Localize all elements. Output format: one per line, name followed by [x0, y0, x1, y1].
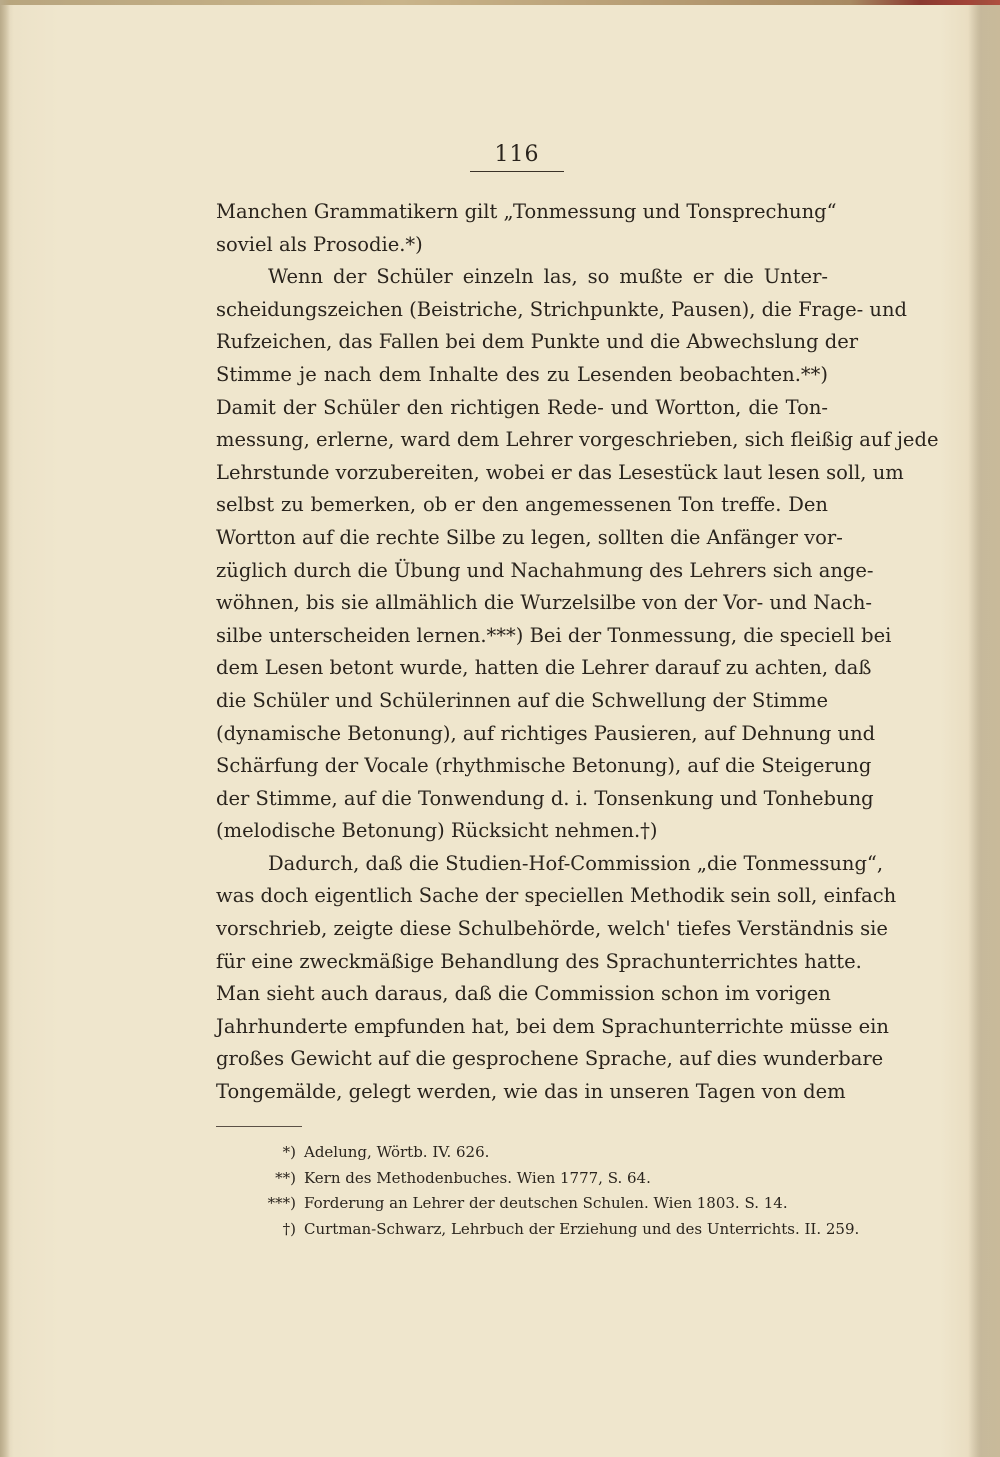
footnote-text: Curtman-Schwarz, Lehrbuch der Erziehung und des Unterrichts. II. 259.: [304, 1219, 860, 1238]
text-line: Rufzeichen, das Fallen bei dem Punkte und die Abwechslung der: [216, 330, 859, 354]
footnote-mark: ***): [267, 1194, 296, 1212]
footnote: [216, 1166, 836, 1192]
text-line: für eine zweckmäßige Behandlung des Sprachunterrichtes hatte.: [216, 949, 862, 973]
footnote-text: Adelung, Wörtb. IV. 626.: [304, 1143, 490, 1161]
text-line: vorschrieb, zeigte diese Schulbehörde, welch' tiefes Verständnis sie: [216, 917, 888, 941]
footnote-mark: †): [282, 1219, 296, 1238]
text-line: was doch eigentlich Sache der speciellen Methodik sein soll, einfach: [216, 884, 897, 908]
text-line: selbst zu bemerken, ob er den angemessenen Ton treffe. Den: [216, 493, 828, 517]
footnote-text: Kern des Methodenbuches. Wien 1777, S. 64.: [304, 1168, 651, 1187]
footnote-separator: [216, 1126, 302, 1127]
text-line: Tongemälde, gelegt werden, wie das in unseren Tagen von dem: [216, 1080, 846, 1104]
text-line: Damit der Schüler den richtigen Rede- und Wortton, die Ton-: [216, 395, 828, 419]
text-line: Wortton auf die rechte Silbe zu legen, sollten die Anfänger vor-: [216, 525, 843, 549]
text-line: züglich durch die Übung und Nachahmung des Lehrers sich ange-: [216, 558, 874, 582]
footnote: [216, 1140, 836, 1166]
page-number-rule: [470, 171, 564, 172]
text-line: wöhnen, bis sie allmählich die Wurzelsilbe von der Vor- und Nach-: [216, 591, 872, 615]
body-text: [216, 196, 939, 1109]
page-fold-shadow: [968, 0, 1000, 1457]
footnote: [216, 1191, 836, 1217]
footnote: [216, 1217, 860, 1243]
text-line: der Stimme, auf die Tonwendung d. i. Tonsenkung und Tonhebung: [216, 786, 874, 810]
page-top-edge: [0, 0, 1000, 5]
text-line: Dadurch, daß die Studien-Hof-Commission „die Tonmessung“,: [268, 851, 884, 875]
text-line: (melodische Betonung) Rücksicht nehmen.†): [216, 819, 658, 843]
text-line: Lehrstunde vorzubereiten, wobei er das Lesestück laut lesen soll, um: [216, 460, 904, 484]
footnotes: [216, 1140, 860, 1242]
page-number: 116: [494, 142, 540, 167]
text-line: Man sieht auch daraus, daß die Commission schon im vorigen: [216, 982, 831, 1006]
text-line: dem Lesen betont wurde, hatten die Lehrer darauf zu achten, daß: [216, 656, 872, 680]
footnote-mark: *): [282, 1143, 296, 1161]
text-line: großes Gewicht auf die gesprochene Sprache, auf dies wunderbare: [216, 1047, 884, 1071]
text-line: scheidungszeichen (Beistriche, Strichpunkte, Pausen), die Frage- und: [216, 297, 908, 321]
text-line: soviel als Prosodie.*): [216, 232, 423, 256]
footnote-text: Forderung an Lehrer der deutschen Schulen. Wien 1803. S. 14.: [304, 1194, 788, 1212]
text-line: silbe unterscheiden lernen.***) Bei der Tonmessung, die speciell bei: [216, 623, 892, 647]
text-line: Manchen Grammatikern gilt „Tonmessung und Tonsprechung“: [216, 200, 837, 223]
text-line: Stimme je nach dem Inhalte des zu Lesenden beobachten.**): [216, 362, 828, 386]
text-line: die Schüler und Schülerinnen auf die Schwellung der Stimme: [216, 688, 828, 712]
footnote-mark: **): [275, 1168, 296, 1187]
text-line: Schärfung der Vocale (rhythmische Betonung), auf die Steigerung: [216, 754, 872, 778]
spine-shadow: [0, 0, 10, 1457]
text-line: Wenn der Schüler einzeln las, so mußte er die Unter-: [268, 265, 828, 289]
text-line: Jahrhunderte empfunden hat, bei dem Sprachunterrichte müsse ein: [216, 1014, 889, 1038]
text-line: (dynamische Betonung), auf richtiges Pausieren, auf Dehnung und: [216, 721, 876, 745]
text-line: messung, erlerne, ward dem Lehrer vorgeschrieben, sich fleißig auf jede: [216, 428, 939, 452]
